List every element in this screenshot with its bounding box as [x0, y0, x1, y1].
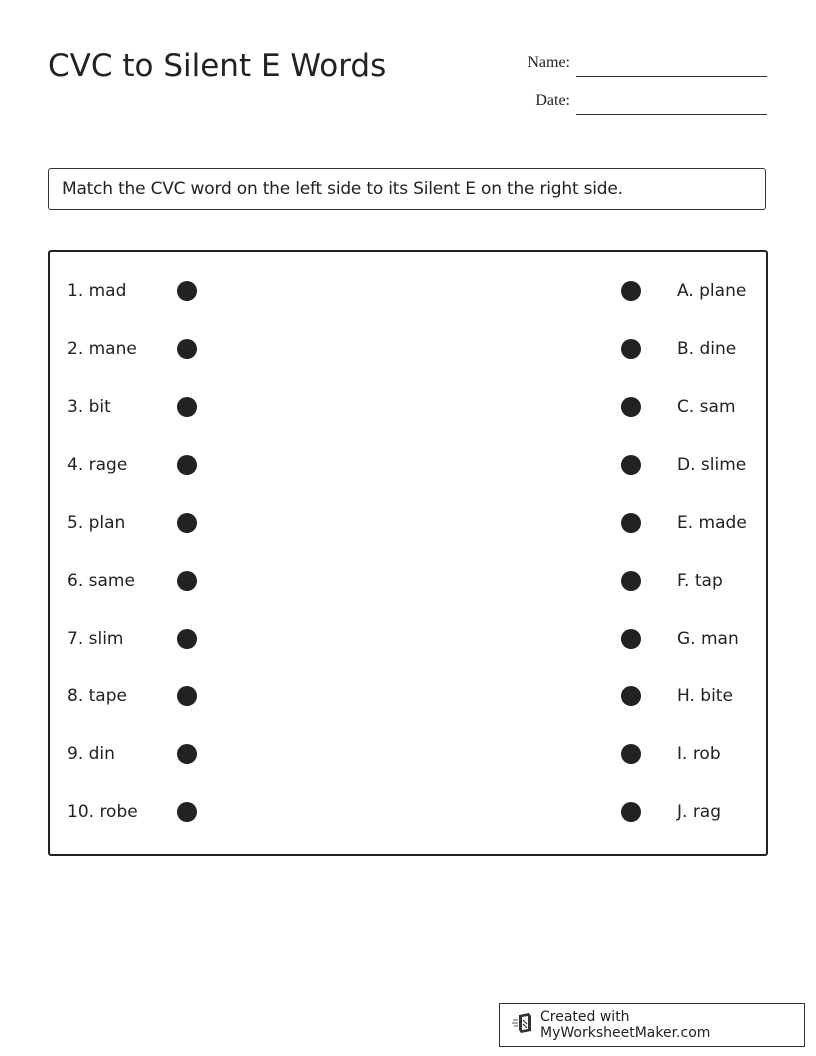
left-dot-icon[interactable]: [177, 281, 197, 301]
match-row: [50, 334, 766, 364]
match-row: [50, 797, 766, 827]
date-line[interactable]: [576, 114, 767, 115]
right-word: D. slime: [677, 455, 747, 475]
page-title: CVC to Silent E Words: [48, 48, 387, 84]
left-dot-icon[interactable]: [177, 744, 197, 764]
match-row: [50, 624, 766, 654]
match-row: [50, 681, 766, 711]
left-dot-icon[interactable]: [177, 455, 197, 475]
left-word: 9. din: [67, 744, 115, 764]
right-word: A. plane: [677, 281, 747, 301]
left-dot-icon[interactable]: [177, 629, 197, 649]
left-word: 3. bit: [67, 397, 111, 417]
left-dot-icon[interactable]: [177, 686, 197, 706]
matching-area: [48, 250, 768, 856]
right-word: F. tap: [677, 571, 723, 591]
match-row: [50, 392, 766, 422]
worksheet-logo-icon: [512, 1012, 540, 1038]
instructions-box: Match the CVC word on the left side to its Silent E on the right side.: [48, 168, 766, 210]
right-dot-icon[interactable]: [621, 802, 641, 822]
left-word: 6. same: [67, 571, 135, 591]
right-dot-icon[interactable]: [621, 571, 641, 591]
right-word: J. rag: [677, 802, 722, 822]
right-dot-icon[interactable]: [621, 281, 641, 301]
name-line[interactable]: [576, 76, 767, 77]
left-dot-icon[interactable]: [177, 339, 197, 359]
left-dot-icon[interactable]: [177, 802, 197, 822]
left-word: 1. mad: [67, 281, 127, 301]
match-row: [50, 276, 766, 306]
right-word: E. made: [677, 513, 747, 533]
right-dot-icon[interactable]: [621, 397, 641, 417]
right-word: H. bite: [677, 686, 733, 706]
right-dot-icon[interactable]: [621, 686, 641, 706]
right-dot-icon[interactable]: [621, 513, 641, 533]
right-dot-icon[interactable]: [621, 455, 641, 475]
left-word: 4. rage: [67, 455, 128, 475]
left-dot-icon[interactable]: [177, 513, 197, 533]
left-word: 10. robe: [67, 802, 138, 822]
left-dot-icon[interactable]: [177, 571, 197, 591]
footer-text[interactable]: Created with MyWorksheetMaker.com: [540, 1009, 711, 1041]
right-dot-icon[interactable]: [621, 339, 641, 359]
left-word: 7. slim: [67, 629, 124, 649]
right-word: C. sam: [677, 397, 736, 417]
right-dot-icon[interactable]: [621, 629, 641, 649]
date-label: Date:: [535, 92, 570, 109]
left-word: 2. mane: [67, 339, 137, 359]
left-dot-icon[interactable]: [177, 397, 197, 417]
right-word: G. man: [677, 629, 739, 649]
left-word: 8. tape: [67, 686, 127, 706]
match-row: [50, 566, 766, 596]
right-word: I. rob: [677, 744, 721, 764]
left-word: 5. plan: [67, 513, 126, 533]
footer-credit[interactable]: [499, 1003, 805, 1047]
match-row: [50, 739, 766, 769]
name-label: Name:: [527, 54, 570, 71]
right-word: B. dine: [677, 339, 737, 359]
right-dot-icon[interactable]: [621, 744, 641, 764]
match-row: [50, 508, 766, 538]
match-row: [50, 450, 766, 480]
